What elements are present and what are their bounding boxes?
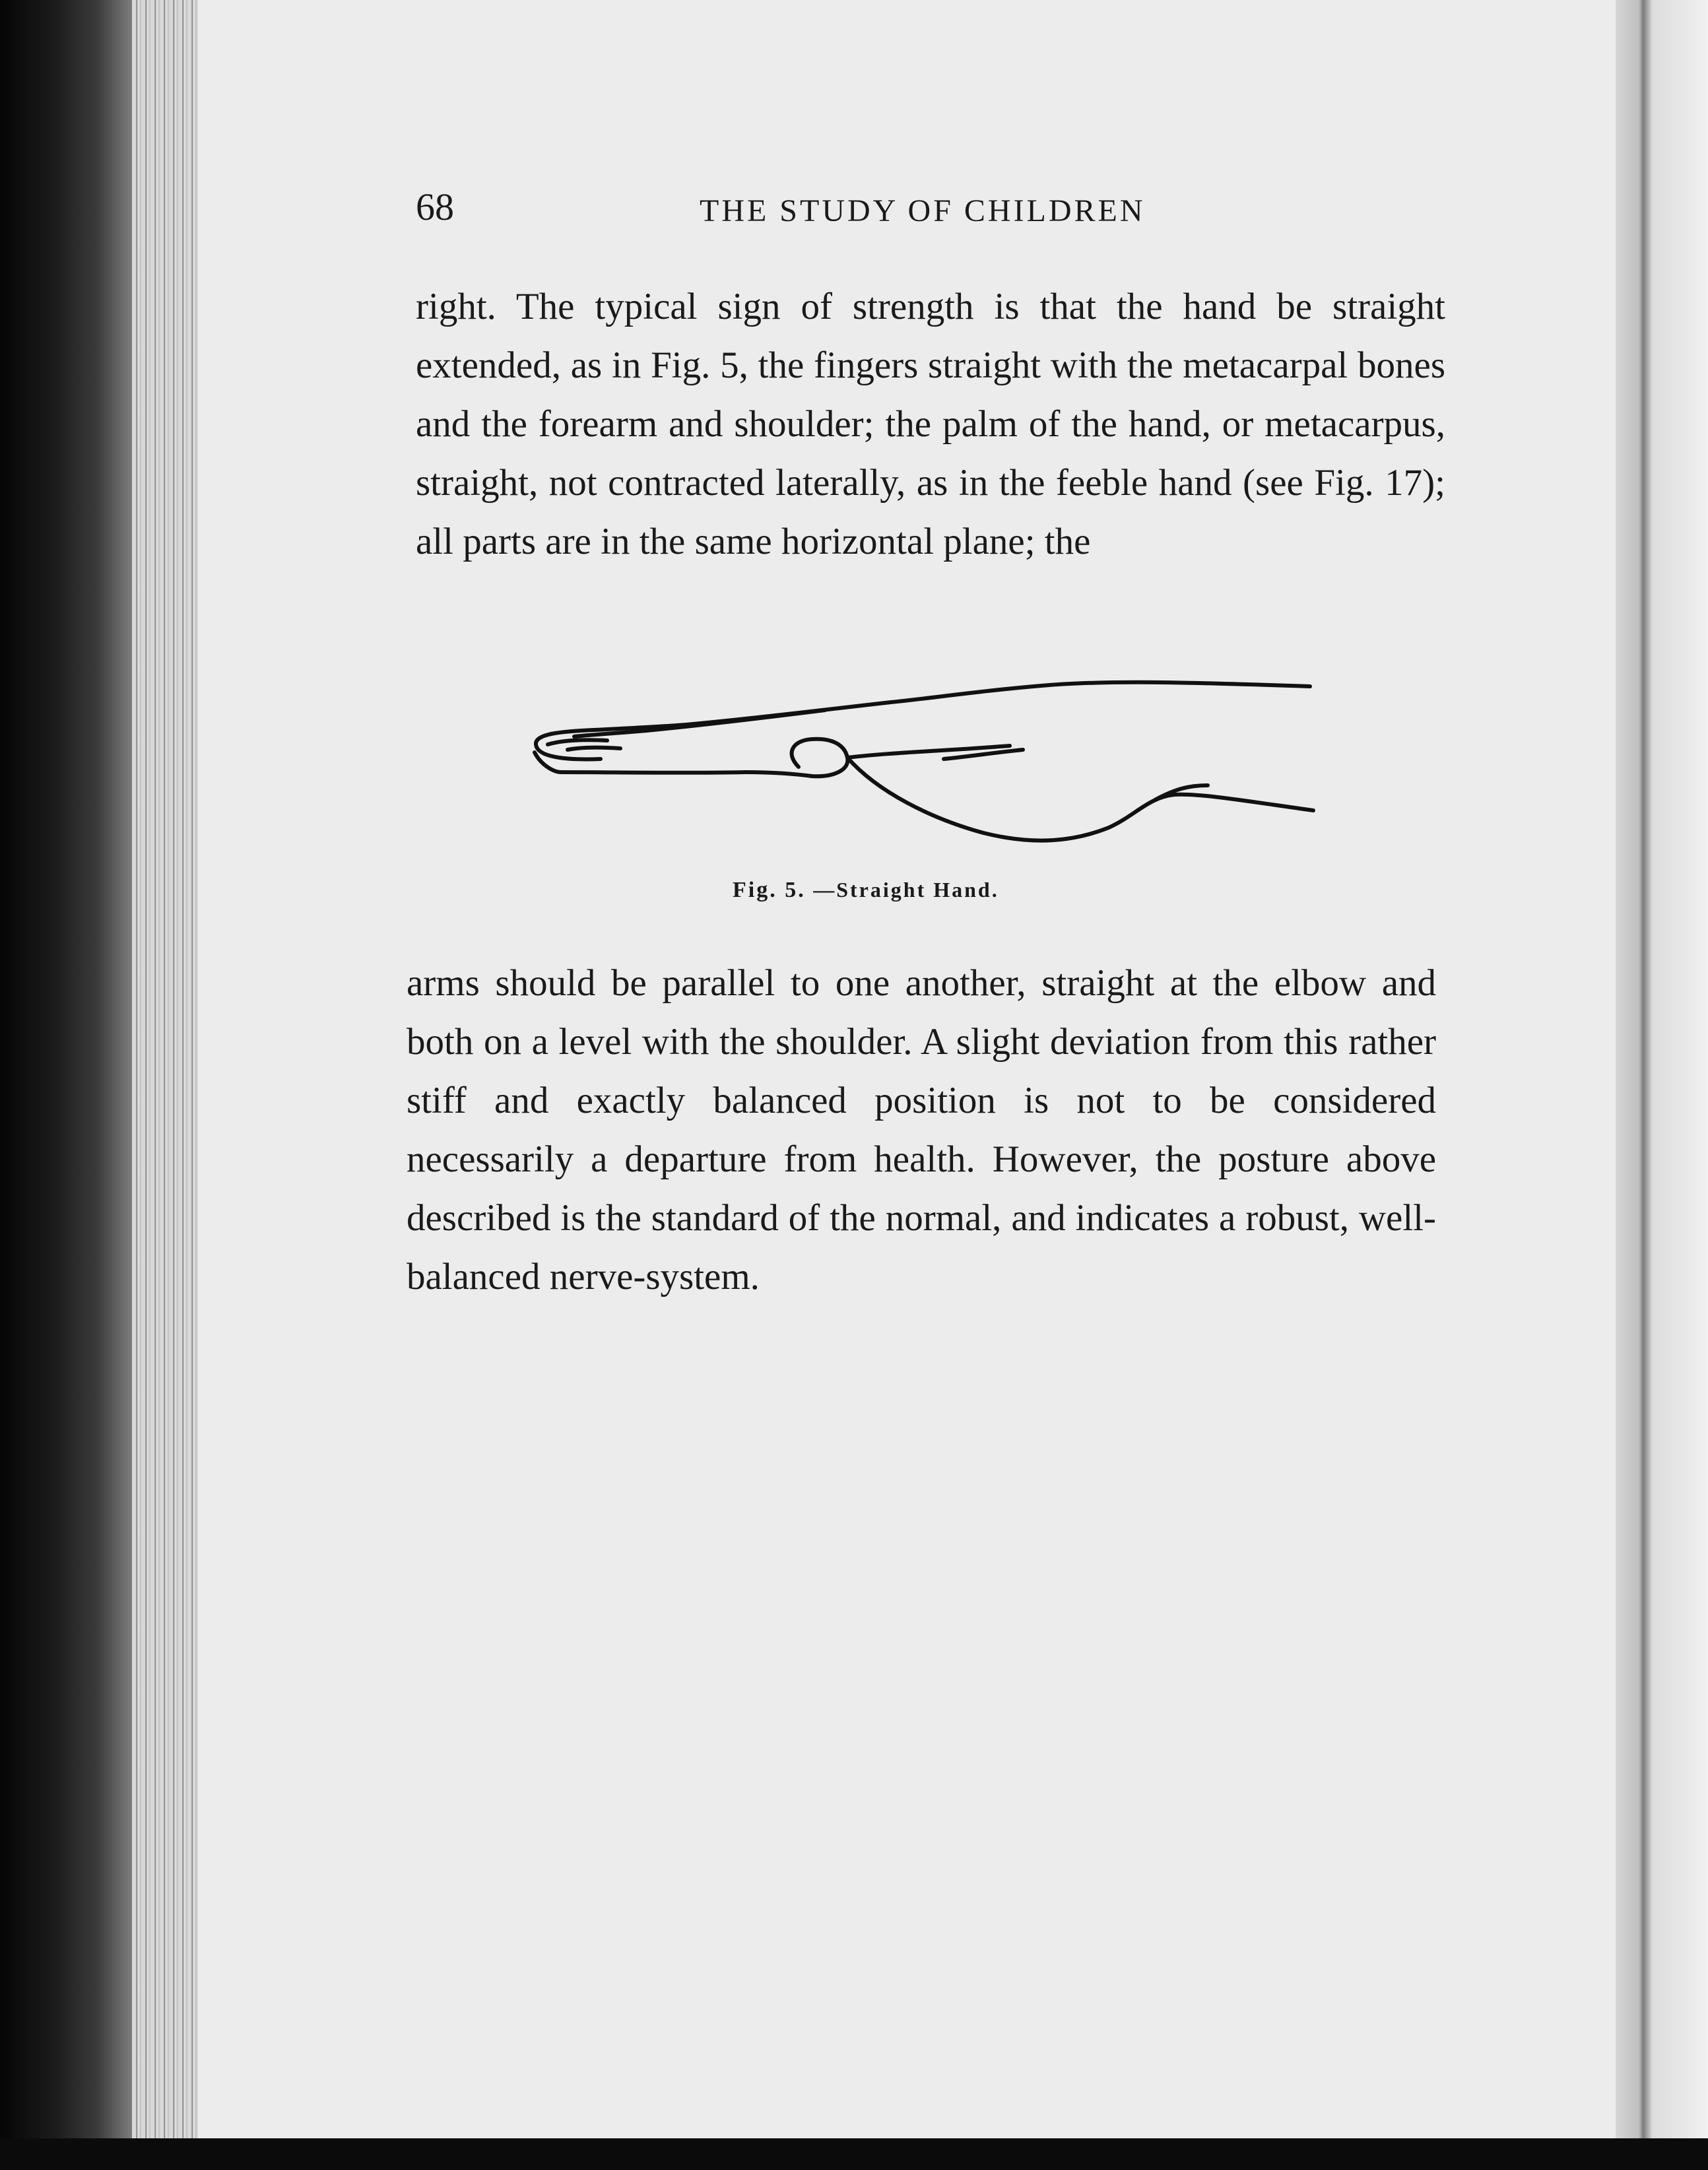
- book-binding: [0, 0, 139, 2170]
- facing-page-edge: [1616, 0, 1708, 2170]
- paragraph-top: right. The typical sign of strength is that the hand be straight extended, as in Fig. 5, the fingers straight with the metacarpal bones and the forearm and shoulder; the palm of the hand, or metacarpus, straight, not contracted laterally, as in the feeble hand (see Fig. 17); all parts are in the same horizontal plane; the: [416, 286, 1445, 562]
- figure-caption: [733, 878, 1155, 903]
- running-head: THE STUDY OF CHILDREN: [700, 193, 1146, 228]
- caption-prefix: Fig. 5.: [733, 878, 806, 902]
- scan-background: [0, 2138, 1708, 2170]
- page-number: 68: [416, 185, 454, 228]
- figure-straight-hand: [521, 660, 1327, 878]
- straight-hand-drawing-icon: [521, 660, 1327, 878]
- page-edges: [132, 0, 205, 2138]
- page-header: [416, 185, 1445, 238]
- paragraph-bottom: arms should be parallel to one another, straight at the elbow and both on a level with the shoulder. A slight deviation from this rather stiff and exactly balanced position is not to be considered necessarily a departure from health. However, the posture above described is the standard of the normal, and indicates a robust, well-balanced nerve-system.: [407, 962, 1436, 1298]
- caption-title: —Straight Hand.: [813, 878, 999, 902]
